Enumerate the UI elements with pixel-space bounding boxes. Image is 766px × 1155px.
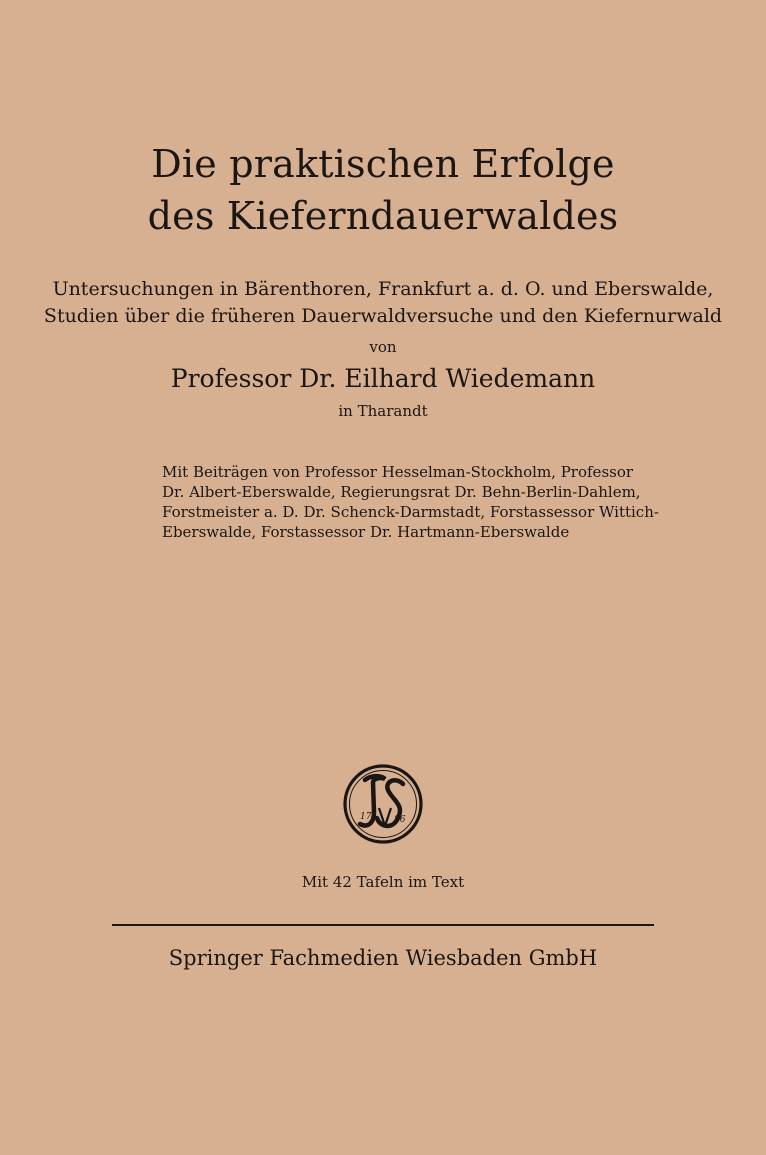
contributors-line-3: Forstmeister a. D. Dr. Schenck-Darmstadt, Forstassessor Wittich- [162,503,659,521]
seal-year-left: 17 [360,812,372,822]
contributors-line-2: Dr. Albert-Eberswalde, Regierungsrat Dr. Behn-Berlin-Dahlem, [162,483,641,501]
publisher-name: Springer Fachmedien Wiesbaden GmbH [168,946,598,970]
subtitle-line-1: Untersuchungen in Bärenthoren, Frankfurt a. d. O. und Eberswalde, [52,278,714,300]
book-subtitle [0,276,766,330]
subtitle-line-2: Studien über die früheren Dauerwaldversuche und den Kiefernurwald [43,305,723,327]
book-title [0,138,766,242]
divider-rule [112,924,654,926]
contributors-note [162,462,659,542]
contributors-line-1: Mit Beiträgen von Professor Hesselman-Stockholm, Professor [162,463,634,481]
title-line-1: Die praktischen Erfolge [151,142,615,186]
publisher-seal-icon [341,762,425,846]
by-label: von [369,338,397,356]
author-name: Professor Dr. Eilhard Wiedemann [170,364,596,393]
title-line-2: des Kieferndauerwaldes [147,194,619,238]
author-location: in Tharandt [338,402,428,420]
contributors-line-4: Eberswalde, Forstassessor Dr. Hartmann-Eberswalde [162,523,570,541]
plates-note: Mit 42 Tafeln im Text [301,873,465,891]
seal-year-right: 86 [394,815,406,825]
